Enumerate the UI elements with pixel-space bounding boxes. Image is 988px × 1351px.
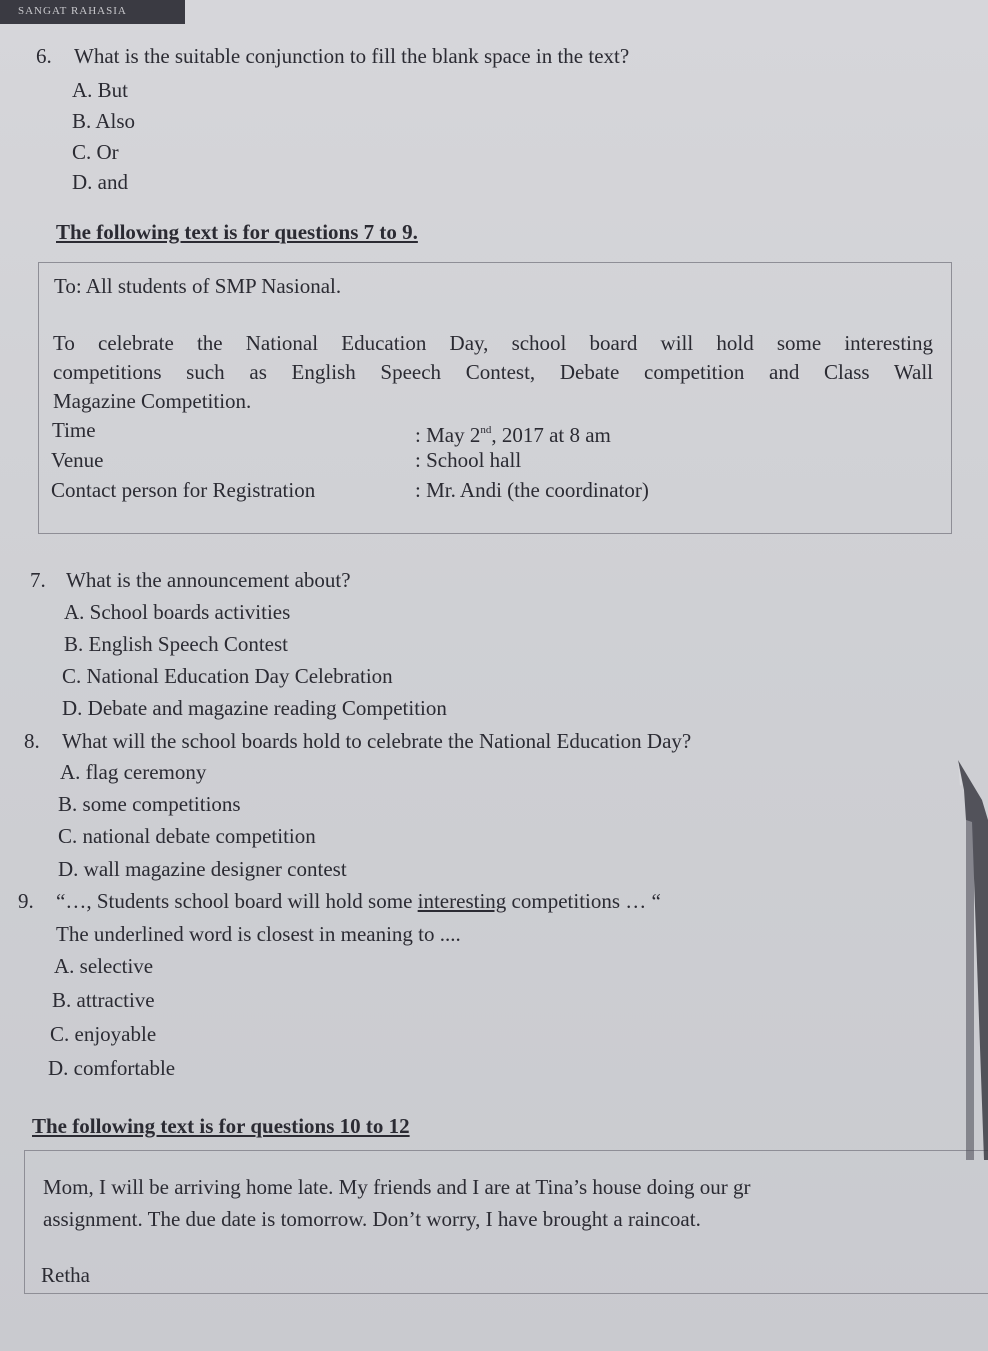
question-7-option-d: D. Debate and magazine reading Competition bbox=[62, 696, 447, 720]
question-8-text: What will the school boards hold to celebrate the National Education Day? bbox=[62, 729, 692, 753]
question-7-option-b: B. English Speech Contest bbox=[64, 632, 288, 656]
question-7-option-a: A. School boards activities bbox=[64, 600, 291, 624]
pen-image bbox=[942, 760, 988, 1160]
question-6-option-a: A. But bbox=[72, 78, 129, 102]
announcement-body-line-3: Magazine Competition. bbox=[53, 389, 252, 413]
announcement-body-line-1: To celebrate the National Education Day, school board will hold some interesting bbox=[53, 331, 933, 355]
question-6-option-b: B. Also bbox=[72, 109, 136, 133]
section-heading-questions-7-9: The following text is for questions 7 to 9. bbox=[56, 220, 418, 244]
question-8-option-c: C. national debate competition bbox=[58, 824, 316, 848]
question-6-option-d: D. and bbox=[72, 170, 128, 194]
section-heading-questions-10-12: The following text is for questions 10 to 12 bbox=[32, 1114, 410, 1138]
announcement-contact-label: Contact person for Registration bbox=[51, 478, 316, 502]
message-signature: Retha bbox=[41, 1263, 90, 1287]
question-9-number: 9. bbox=[18, 889, 34, 913]
question-9-text: The underlined word is closest in meaning to .... bbox=[56, 922, 461, 946]
announcement-venue-label: Venue bbox=[51, 448, 104, 472]
question-9-quote: “…, Students school board will hold some interesting competitions … “ bbox=[56, 889, 661, 913]
question-6-text: What is the suitable conjunction to fill the blank space in the text? bbox=[74, 44, 630, 68]
question-9-option-c: C. enjoyable bbox=[50, 1022, 157, 1046]
question-8-option-d: D. wall magazine designer contest bbox=[58, 857, 347, 881]
question-6-option-c: C. Or bbox=[72, 140, 119, 164]
question-7-number: 7. bbox=[30, 568, 46, 592]
question-8-option-a: A. flag ceremony bbox=[60, 760, 207, 784]
question-7-text: What is the announcement about? bbox=[66, 568, 351, 592]
message-line-1: Mom, I will be arriving home late. My friends and I are at Tina’s house doing our gr bbox=[43, 1175, 751, 1199]
question-8-option-b: B. some competitions bbox=[58, 792, 241, 816]
announcement-body-line-2: competitions such as English Speech Contest, Debate competition and Class Wall bbox=[53, 360, 933, 384]
question-7-option-c: C. National Education Day Celebration bbox=[62, 664, 393, 688]
page-header: SANGAT RAHASIA bbox=[0, 0, 185, 24]
announcement-box bbox=[38, 262, 952, 534]
underlined-word: interesting bbox=[417, 889, 507, 913]
message-line-2: assignment. The due date is tomorrow. Don’t worry, I have brought a raincoat. bbox=[43, 1207, 701, 1231]
announcement-recipient: To: All students of SMP Nasional. bbox=[54, 274, 342, 298]
announcement-contact-value: : Mr. Andi (the coordinator) bbox=[415, 478, 649, 502]
question-8-number: 8. bbox=[24, 729, 40, 753]
message-box bbox=[24, 1150, 988, 1294]
announcement-venue-value: : School hall bbox=[415, 448, 522, 472]
announcement-time-label: Time bbox=[52, 418, 96, 442]
question-9-option-d: D. comfortable bbox=[48, 1056, 176, 1080]
announcement-time-value: : May 2nd, 2017 at 8 am bbox=[415, 423, 611, 447]
question-9-option-a: A. selective bbox=[54, 954, 154, 978]
question-6-number: 6. bbox=[36, 44, 52, 68]
question-9-option-b: B. attractive bbox=[52, 988, 155, 1012]
